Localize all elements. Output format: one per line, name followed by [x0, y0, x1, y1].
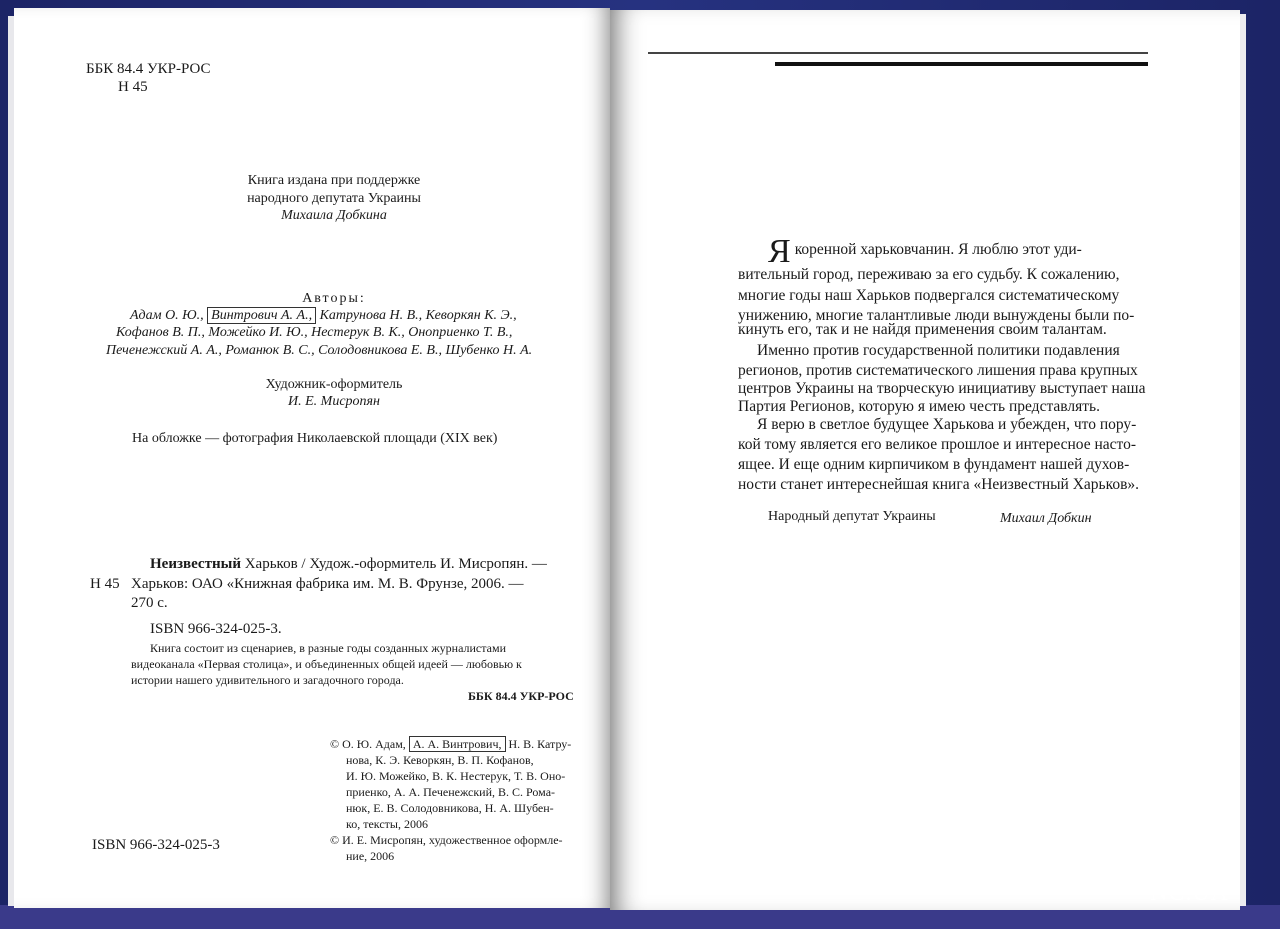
drop-cap: Я [768, 233, 791, 270]
copyright-line-2: нова, К. Э. Кеворкян, В. П. Кофанов, [346, 753, 534, 767]
foreword-p2-line: Именно против государственной политики подавления [757, 342, 1120, 359]
bbk-code: ББК 84.4 УКР-РОС [86, 61, 211, 77]
copyright-highlighted-name: А. А. Винтрович, [409, 736, 506, 752]
watermark-text: NC.UA [1150, 880, 1230, 906]
header-rule-thick [775, 62, 1148, 66]
foreword-p3-line: ности станет интереснейшая книга «Неизвестный Харьков». [738, 476, 1140, 493]
copyright-line-5: нюк, Е. В. Солодовникова, Н. А. Шубен- [346, 801, 554, 815]
copyright-line-3: И. Ю. Можейко, В. К. Нестерук, Т. В. Оно- [346, 769, 566, 783]
copyright-line-8: ние, 2006 [346, 849, 395, 863]
left-page [14, 8, 610, 908]
authors-line-1 [130, 307, 517, 324]
copyright-line-1-b: Н. В. Катру- [505, 737, 572, 751]
artist-heading: Художник-оформитель [265, 377, 403, 392]
isbn-bottom: ISBN 966-324-025-3 [92, 837, 220, 853]
support-line-1: Книга издана при поддержке [247, 173, 421, 188]
foreword-p1-line: унижению, многие талантливые люди вынуждены были по- [738, 307, 1135, 324]
copyright-line-7: © И. Е. Мисропян, художественное оформле- [330, 833, 563, 847]
header-rule-thin [648, 52, 1148, 54]
foreword-p1-line: многие годы наш Харьков подвергался систематическому [738, 286, 1120, 304]
index-code: Н 45 [118, 79, 148, 95]
catalog-index: Н 45 [90, 576, 120, 592]
cover-note: На обложке — фотография Николаевской площади (XIX век) [132, 431, 498, 446]
signature-title: Народный депутат Украины [768, 509, 936, 524]
authors-line-2: Кофанов В. П., Можейко И. Ю., Нестерук В. К., Оноприенко Т. В., [116, 325, 513, 340]
foreword-p2-line: центров Украины на творческую инициативу выступает наша [738, 380, 1146, 397]
catalog-bbk: ББК 84.4 УКР-РОС [468, 689, 574, 703]
support-line-2: народного депутата Украины [247, 191, 421, 206]
foreword-p2-line: регионов, против систематического лишения права крупных [738, 362, 1138, 379]
authors-line-3: Печенежский А. А., Романюк В. С., Солодовникова Е. В., Шубенко Н. А. [106, 343, 533, 358]
catalog-title [150, 555, 547, 573]
foreword-p1-line: кинуть его, так и не найдя применения своим талантам. [738, 321, 1107, 338]
authors-highlighted-name: Винтрович А. А., [207, 307, 316, 324]
catalog-title-rest: Харьков / Худож.-оформитель И. Мисропян. — [240, 556, 547, 572]
foreword-p3-line: кой тому является его великое прошлое и интересное насто- [738, 436, 1136, 453]
copyright-line-6: ко, тексты, 2006 [346, 817, 428, 831]
support-line-3: Михаила Добкина [281, 208, 387, 223]
catalog-title-bold: Неизвестный [150, 556, 241, 572]
catalog-desc-2: видеоканала «Первая столица», и объединенных общей идеей — любовью к [131, 657, 522, 671]
catalog-desc-3: истории нашего удивительного и загадочного города. [131, 673, 404, 687]
copyright-line-1-a: © О. Ю. Адам, [330, 737, 409, 751]
foreword-first-line: коренной харьковчанин. Я люблю этот уди- [794, 241, 1082, 258]
catalog-isbn: ISBN 966-324-025-3. [150, 621, 282, 637]
authors-line-1-b: Катрунова Н. В., Кеворкян К. Э., [316, 308, 517, 323]
foreword-line-1 [768, 233, 1082, 270]
signature-name: Михаил Добкин [1000, 511, 1092, 526]
authors-heading: Авторы: [302, 291, 366, 306]
authors-line-1-a: Адам О. Ю., [130, 308, 208, 323]
copyright-line-4: приенко, А. А. Печенежский, В. С. Рома- [346, 785, 556, 799]
foreword-p3-line: Я верю в светлое будущее Харькова и убежден, что пору- [757, 416, 1137, 433]
catalog-line-2: Харьков: ОАО «Книжная фабрика им. М. В. Фрунзе, 2006. — [131, 576, 524, 592]
foreword-p3-line: ящее. И еще одним кирпичиком в фундамент нашей духов- [738, 456, 1130, 473]
foreword-p1-line: вительный город, переживаю за его судьбу. К сожалению, [738, 266, 1120, 283]
catalog-desc-1: Книга состоит из сценариев, в разные годы созданных журналистами [150, 641, 506, 655]
catalog-line-3: 270 с. [131, 595, 168, 611]
foreword-p2-line: Партия Регионов, которую я имею честь представлять. [738, 398, 1100, 415]
copyright-line-1 [330, 736, 571, 752]
artist-name: И. Е. Мисропян [288, 394, 380, 409]
